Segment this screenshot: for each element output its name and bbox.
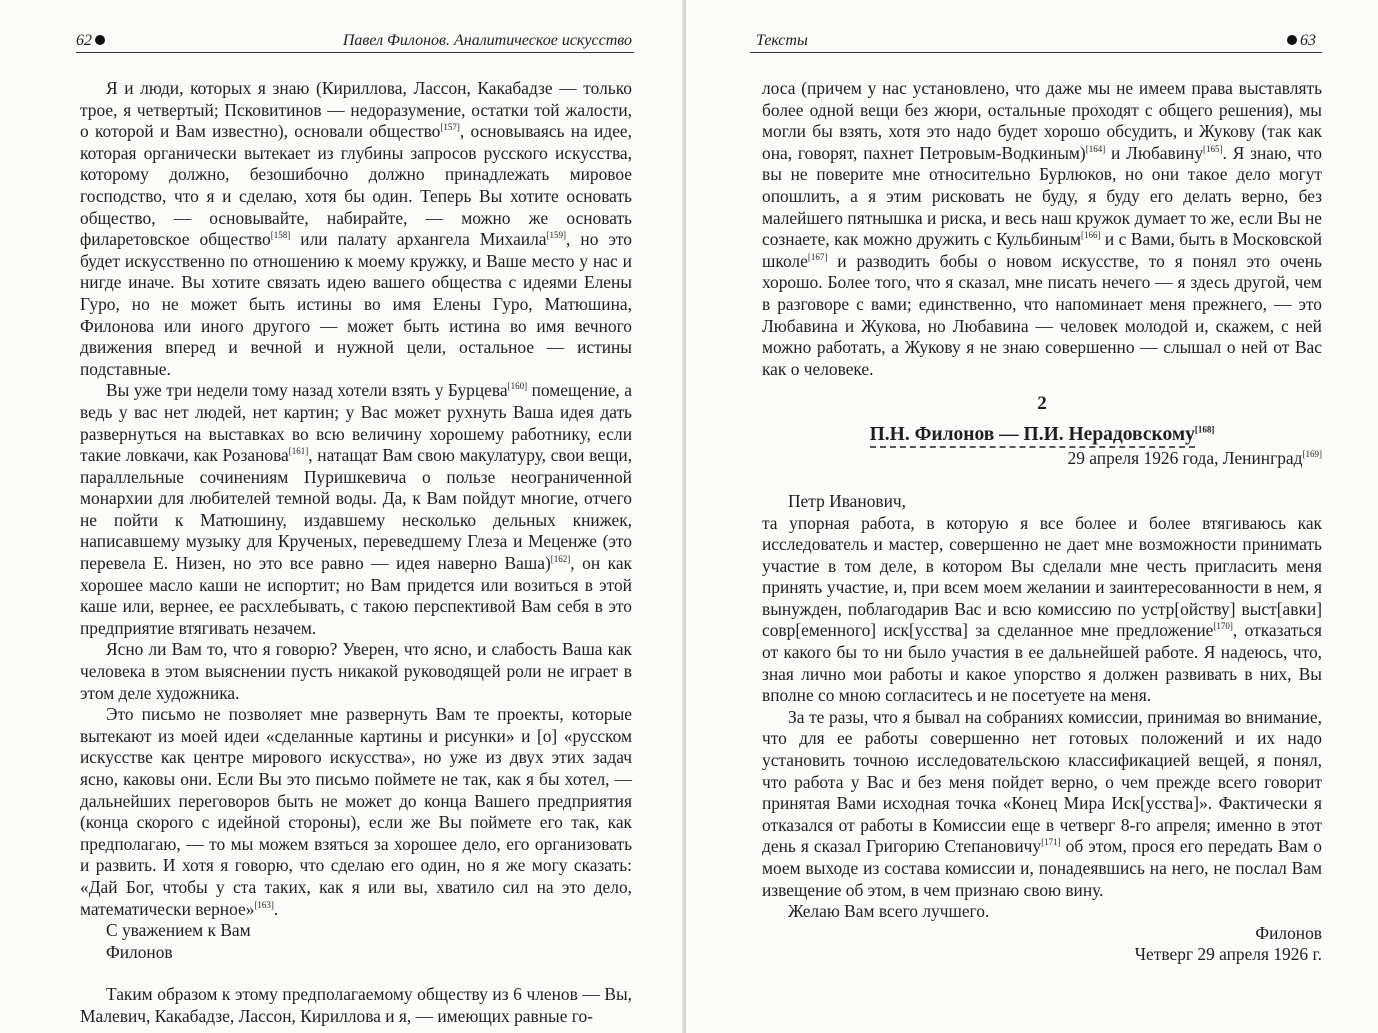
paragraph: та упорная работа, в которую я все более и более втягиваюсь как исследователь и мастер, совершенно не дает мне возможности принимать участие в том деле, в котором Вы сделали мне честь пригласить меня принять участие, и, при всем моем желании и заинтересованности в нем, я вынужден, поблагодарив Вас и всю комиссию по устр[ойству] выст[авки] совр[еменного] иск[усства] за сделанное мне предложение[170], отказаться от какого бы то ни было участия в ее дальнейшей работе. Я надеюсь, что, зная лично мои работы и какое упорство я должен развивать в них, Вы вполне со мною согласитесь и не посетуете на меня. — [762, 512, 1322, 706]
footnote-ref: [171] — [1041, 837, 1061, 848]
signature-date: Четверг 29 апреля 1926 г. — [1134, 944, 1322, 965]
footnote-ref: [168] — [1194, 424, 1215, 435]
right-running-head — [750, 30, 1322, 53]
footnote-ref: [164] — [1085, 143, 1106, 154]
paragraph: Желаю Вам всего лучшего. — [788, 901, 990, 922]
paragraph: Ясно ли Вам то, что я говорю? Уверен, что ясно, и слабость Ваша как человека в этом выяснении пусть никакой руководящей роли не играет в этом деле художника. — [80, 639, 632, 703]
signature: Филонов — [1255, 922, 1322, 943]
paragraph: Таким образом к этому предполагаемому обществу из 6 членов — Вы, Малевич, Какабадзе, Лассон, Кириллова и я, — имеющих равные го- — [80, 984, 632, 1026]
footnote-ref: [165] — [1203, 143, 1223, 154]
right-page-number: 63 — [1284, 30, 1316, 52]
bullet-dot-icon — [1287, 35, 1297, 45]
footnote-ref: [163] — [254, 899, 274, 910]
footnote-ref: [167] — [807, 251, 828, 262]
letter-number: 2 — [1037, 393, 1047, 415]
letter-title: П.Н. Филонов — П.И. Нерадовскому[168] — [762, 422, 1322, 448]
left-running-head — [76, 30, 634, 53]
footnote-ref: [157] — [440, 122, 460, 133]
footnote-ref: [162] — [550, 554, 571, 565]
paragraph: Вы уже три недели тому назад хотели взять у Бурцева[160] помещение, а ведь у вас нет людей, нет картин; у Вас может рухнуть Ваша идея дать развернуться на выставках во всю величину хорошему работнику, если такие ловкачи, как Розанова[161], натащат Вам свою макулатуру, свои вещи, параллельные сочинениям Пуришкевича о пользе неограниченной монархии для любителей темной воды. Да, к Вам пойдут многие, отчего не пойти к Матюшину, издавшему несколько дельных книжек, написавшему музыку для Крученых, переведшему Глеза и Меценже (это перевела Е. Низен, но это все равно — идея наверно Ваша)[162], он как хорошее масло каши не испортит; но Вам придется или возиться в этой каше или, вернее, ее расхлебывать, с такою перспективой Вам себя в это предприятие втягивать незачем. — [80, 380, 633, 638]
footnote-ref: [160] — [507, 381, 528, 392]
footnote-ref: [166] — [1080, 230, 1101, 241]
left-page-number: 62 — [76, 30, 108, 52]
paragraph: Я и люди, которых я знаю (Кириллова, Лассон, Какабадзе — только трое, я четвертый; Псковитинов — недоразумение, остатки той жалости, о которой и Вам известно), основали общество[157], основываясь на идее, которая органически вытекает из глубины запросов русского искусства, которому должно, безошибочно должно принадлежать мировое господство, что я и сделаю, хотя бы один. Теперь Вы хотите основать общество, — основывайте, набирайте, — можно же основать филаретовское общество[158] или палату архангела Михаила[159], но это будет искусственно по отношению к моему кружку, и Ваше место у нас и нигде иначе. Вы хотите связать идею вашего общества с идеями Елены Гуро, но не может быть истины во имя Елены Гуро, Матюшина, Филонова или иного другого — может быть истина во имя вечного движения вперед и вечной и нужной цели, остальное — истины подставные. — [80, 78, 632, 379]
right-page — [686, 0, 1378, 1033]
paragraph: лоса (причем у нас установлено, что даже мы не имеем права выставлять более одной вещи без жюри, остальные проходят с общего решения), мы могли бы взять, хотя это надо будет хорошо обсудить, и Жукову (так как она, говорят, пахнет Петровым-Водкиным)[164] и Любавину[165]. Я знаю, что вы не поверите мне относительно Бурлюков, но они такое дело могут опошлить, а я этим рисковать не буду, я буду его делать верно, без малейшего пятнышка и риска, и весь наш кружок думает то же, если Вы не сознаете, как можно дружить с Кульбиным[166] и с Вами, быть в Московской школе[167] и разводить бобы о новом искусстве, то я понял это очень хорошо. Более того, что я сказал, мне писать нечего — я здесь другой, чем в разговоре с вами; единственно, что напоминает меня прежнего, — это Любавина и Жукова, но Любавина — человек молодой и, скажем, с ней можно работать, а Жукову я не знаю совершенно — слышал о ней от Вас как о человеке. — [762, 78, 1322, 379]
left-running-title: Павел Филонов. Аналитическое искусство — [342, 32, 632, 49]
closing-line: С уважением к Вам — [106, 920, 251, 941]
paragraph: За те разы, что я бывал на собраниях комиссии, принимая во внимание, что для ее работы совершенно нет готовых положений и их надо установить точною исследовательскою классификацией вещей, я понял, что работа у Вас и без меня пойдет верно, о чем прежде всего говорит принятая Вами исходная точка «Конец Мира Иск[усства]». Фактически я отказался от работы в Комиссии еще в четверг 8-го апреля; именно в этот день я сказал Григорию Степановичу[171] об этом, прося его передать Вам о моем выходе из состава комиссии и, понадеявшись на него, не послал Вам извещение об этом, в чем признаю свою вину. — [762, 706, 1322, 900]
footnote-ref: [170] — [1213, 621, 1233, 632]
bullet-dot-icon — [95, 35, 105, 45]
signature: Филонов — [106, 941, 173, 962]
footnote-ref: [169] — [1302, 449, 1322, 460]
footnote-ref: [161] — [288, 446, 309, 457]
left-page — [0, 0, 684, 1033]
left-body-text — [80, 78, 632, 1028]
paragraph: Это письмо не позволяет мне развернуть Вам те проекты, которые вытекают из моей идеи «сделанные картины и рисунки» и [о] «русском искусстве как центре мирового искусства», но уже из двух этих задач ясно, каковы они. Если Вы это письмо поймете не так, как я бы хотел, — дальнейших переговоров быть не может до конца Вашего предприятия (конца скорого с идейной стороны), если же Вы поймете его так, как предполагаю, — то мы можем взяться за хорошее дело, его организовать и развить. И хотя я говорю, что сделаю его один, но я же могу сказать: «Дай Бог, чтобы у ста таких, как я или вы, хватило сил на это дело, математически верное»[163]. — [80, 704, 632, 919]
right-running-title: Тексты — [756, 32, 808, 49]
right-body-text — [762, 78, 1322, 966]
salutation: Петр Иванович, — [788, 490, 907, 511]
letter-date: 29 апреля 1926 года, Ленинград[169] — [1067, 448, 1322, 469]
footnote-ref: [159] — [546, 230, 566, 241]
footnote-ref: [158] — [270, 230, 291, 241]
